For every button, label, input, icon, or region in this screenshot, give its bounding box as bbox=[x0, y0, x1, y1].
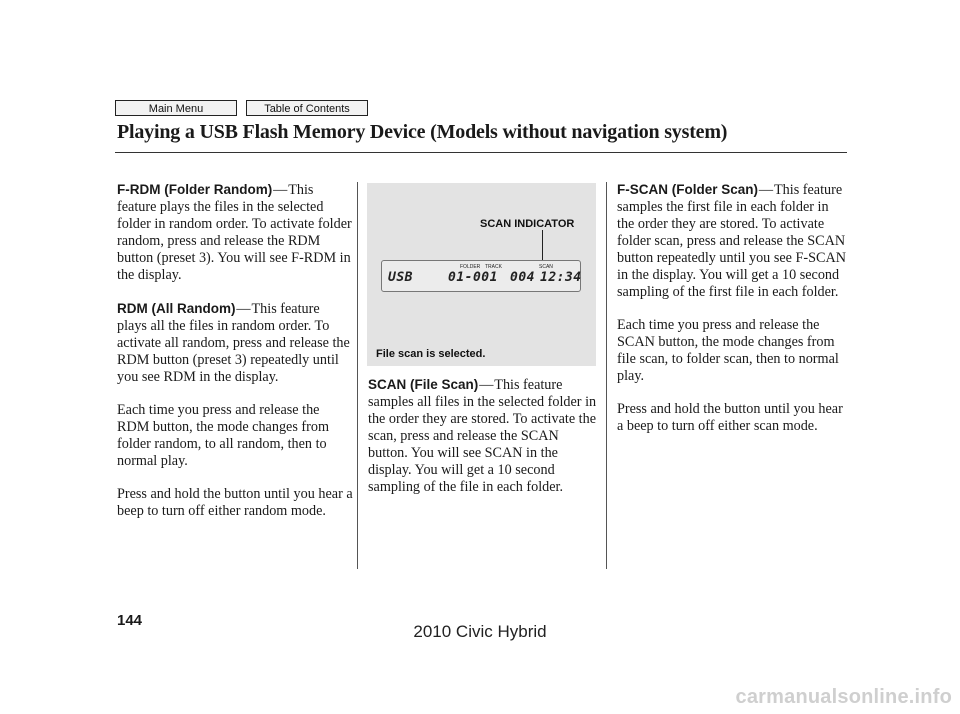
page-title: Playing a USB Flash Memory Device (Models without navigation system) bbox=[117, 121, 728, 143]
lcd-scan-indicator: SCAN bbox=[539, 264, 553, 270]
title-divider bbox=[115, 152, 847, 153]
rdm-off-paragraph: Press and hold the button until you hear a beep to turn off either random mode. bbox=[117, 486, 353, 519]
lcd-time: 12:34 bbox=[540, 270, 582, 285]
frdm-dash: — bbox=[273, 182, 288, 198]
fscan-text: This feature samples the first file in each folder in the order they are stored. To activate folder scan, press and release the SCAN button repeatedly until you see F-SCAN in the display. You will get a 10 second sampling of the first file in each folder. bbox=[617, 182, 846, 300]
scan-indicator-label: SCAN INDICATOR bbox=[480, 218, 575, 230]
lcd-folder-label: FOLDER bbox=[460, 264, 481, 270]
figure-caption: File scan is selected. bbox=[376, 348, 486, 360]
column-divider-right bbox=[606, 182, 607, 569]
rdm-text: This feature plays all the files in random order. To activate all random, press and release the RDM button (preset 3) repeatedly until you see RDM in the display. bbox=[117, 301, 350, 385]
main-menu-button[interactable]: Main Menu bbox=[115, 100, 237, 116]
frdm-text: This feature plays the files in the selected folder in random order. To activate folder random, press and release the RDM button (preset 3). You will see F-RDM in the display. bbox=[117, 182, 352, 283]
fscan-dash: — bbox=[758, 182, 774, 198]
frdm-paragraph bbox=[117, 181, 353, 284]
lcd-folder-track: 01-001 bbox=[448, 270, 498, 285]
table-of-contents-button[interactable]: Table of Contents bbox=[246, 100, 368, 116]
left-column bbox=[117, 181, 353, 520]
scan-paragraph bbox=[368, 376, 600, 496]
page-number: 144 bbox=[117, 612, 143, 629]
footer-model-name: 2010 Civic Hybrid bbox=[413, 622, 547, 641]
scan-display-figure bbox=[367, 183, 596, 366]
scan-mode-paragraph: Each time you press and release the SCAN button, the mode changes from file scan, to folder scan, then to normal play. bbox=[617, 317, 839, 384]
rdm-heading: RDM (All Random) bbox=[117, 301, 236, 316]
rdm-mode-paragraph: Each time you press and release the RDM button, the mode changes from folder random, to all random, then to normal play. bbox=[117, 402, 329, 469]
lcd-usb: USB bbox=[388, 270, 413, 285]
scan-text: This feature samples all files in the selected folder in the order they are stored. To activate the scan, press and release the SCAN button. You will see SCAN in the display. You will get a 10 second sampling of the file in each folder. bbox=[368, 377, 597, 495]
frdm-heading: F-RDM (Folder Random) bbox=[117, 182, 273, 197]
scan-dash: — bbox=[479, 377, 494, 393]
audio-lcd-display bbox=[381, 260, 581, 292]
rdm-paragraph bbox=[117, 300, 353, 386]
scan-heading: SCAN (File Scan) bbox=[368, 377, 479, 392]
scan-off-paragraph: Press and hold the button until you hear a beep to turn off either scan mode. bbox=[617, 401, 843, 434]
rdm-dash: — bbox=[236, 301, 251, 317]
middle-column bbox=[368, 376, 600, 496]
fscan-paragraph bbox=[617, 181, 846, 301]
site-watermark: carmanualsonline.info bbox=[735, 686, 952, 708]
right-column bbox=[617, 181, 846, 435]
fscan-heading: F-SCAN (Folder Scan) bbox=[617, 182, 759, 197]
column-divider-left bbox=[357, 182, 358, 569]
lcd-track-label: TRACK bbox=[485, 264, 502, 270]
lcd-track-number: 004 bbox=[510, 270, 535, 285]
